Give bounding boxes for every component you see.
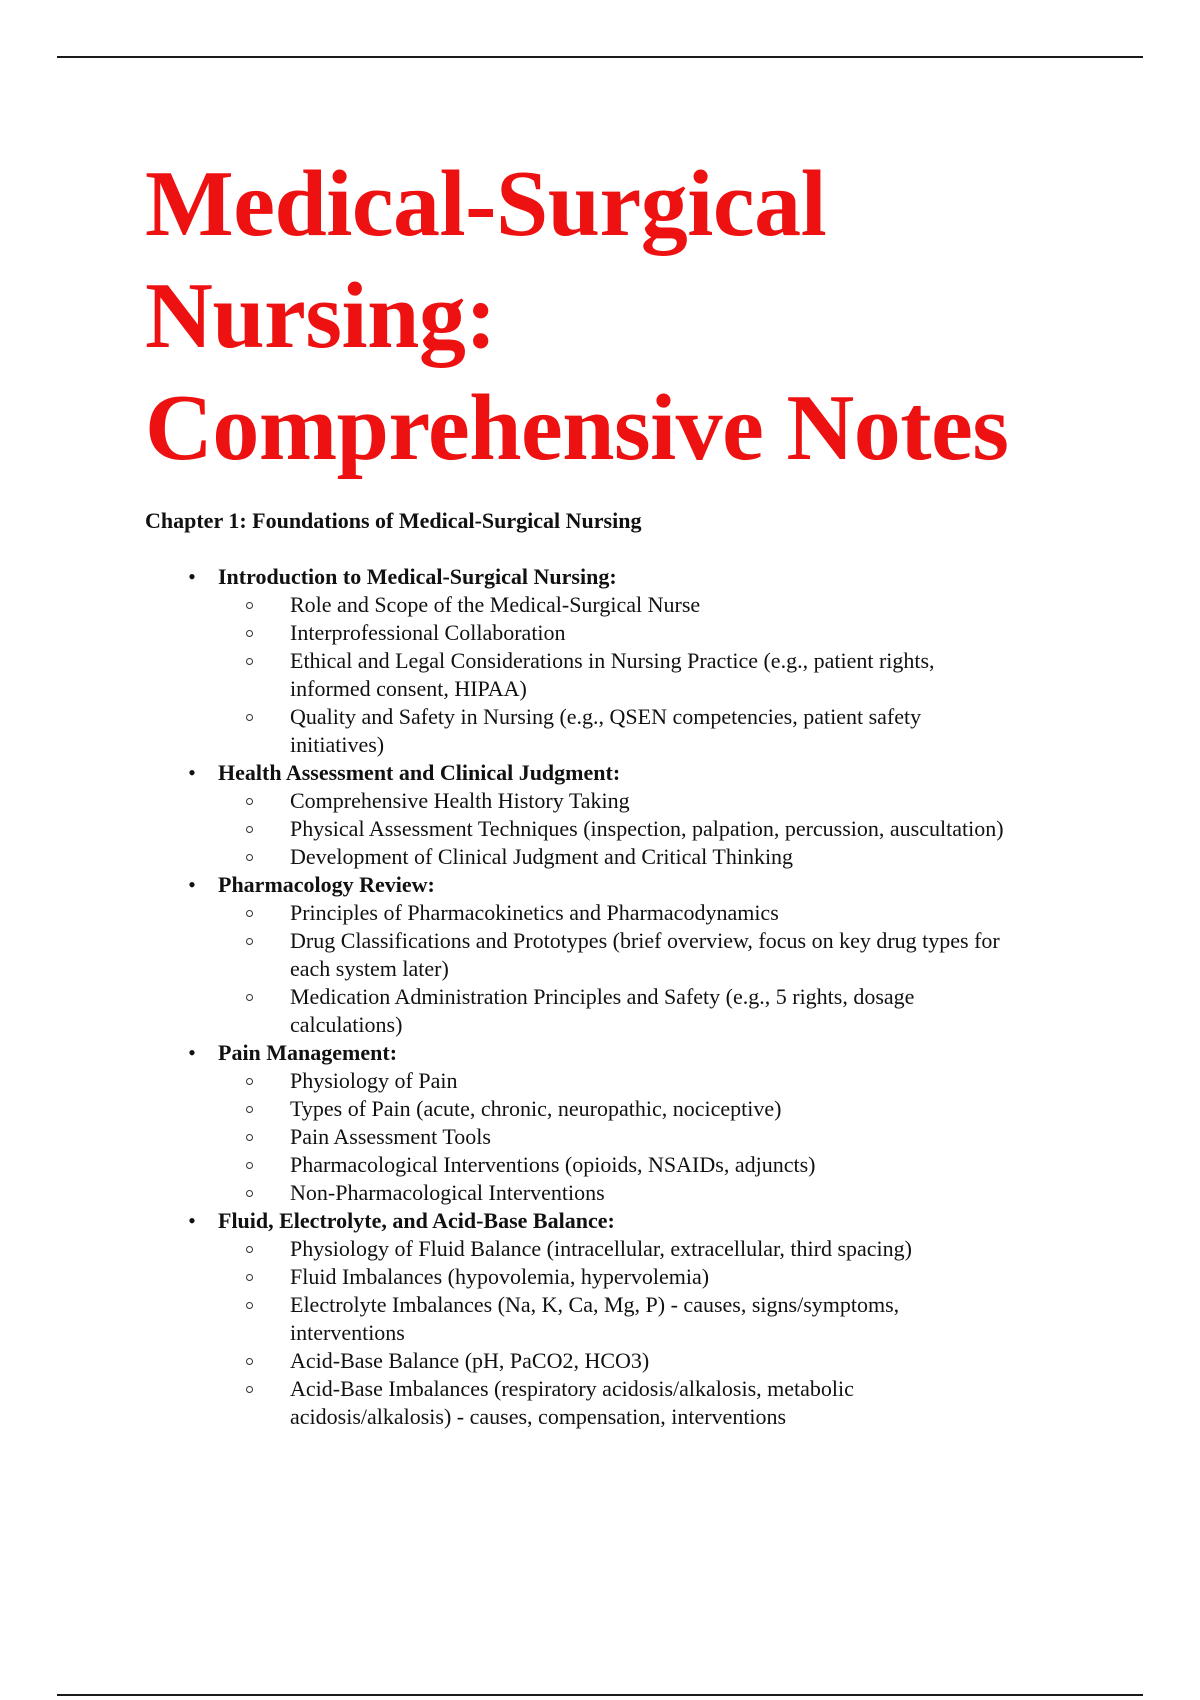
subtopic-text-line: Pharmacological Interventions (opioids, NSAIDs, adjuncts): [290, 1152, 816, 1177]
subtopic-text-line: Role and Scope of the Medical-Surgical Nurse: [290, 592, 701, 617]
topic-label: Pain Management:: [218, 1040, 398, 1065]
subtopic-text-line: interventions: [290, 1320, 405, 1345]
hollow-circle-bullet-icon: [246, 1162, 253, 1169]
subtopic-text-line: Physiology of Pain: [290, 1068, 458, 1093]
subtopic-item: [218, 927, 1105, 983]
subtopic-text-line: Physiology of Fluid Balance (intracellular, extracellular, third spacing): [290, 1236, 912, 1261]
hollow-circle-bullet-icon: [246, 1106, 253, 1113]
hollow-circle-bullet-icon: [246, 798, 253, 805]
subtopic-item: [218, 1067, 1105, 1095]
hollow-circle-bullet-icon: [246, 994, 253, 1001]
hollow-circle-bullet-icon: [246, 630, 253, 637]
subtopic-item: [218, 787, 1105, 815]
subtopic-list: [218, 1235, 1105, 1431]
title-line: Comprehensive Notes: [145, 376, 1009, 480]
subtopic-text-line: Interprofessional Collaboration: [290, 620, 566, 645]
topic-item: [145, 563, 1105, 759]
subtopic-text-line: Physical Assessment Techniques (inspection, palpation, percussion, auscultation): [290, 816, 1004, 841]
subtopic-list: [218, 899, 1105, 1039]
hollow-circle-bullet-icon: [246, 1386, 253, 1393]
title-line: Nursing:: [145, 264, 497, 368]
bullet-icon: •: [188, 872, 196, 897]
subtopic-text-line: Electrolyte Imbalances (Na, K, Ca, Mg, P) - causes, signs/symptoms,: [290, 1292, 900, 1317]
topic-outline: [145, 563, 1105, 1431]
hollow-circle-bullet-icon: [246, 602, 253, 609]
bullet-icon: •: [188, 1040, 196, 1065]
subtopic-text-line: Quality and Safety in Nursing (e.g., QSEN competencies, patient safety: [290, 704, 922, 729]
subtopic-text-line: initiatives): [290, 732, 385, 757]
subtopic-text-line: Principles of Pharmacokinetics and Pharmacodynamics: [290, 900, 779, 925]
hollow-circle-bullet-icon: [246, 1302, 253, 1309]
subtopic-item: [218, 983, 1105, 1039]
subtopic-item: [218, 1347, 1105, 1375]
document-title: [145, 148, 1145, 484]
topic-item: [145, 759, 1105, 871]
subtopic-text-line: informed consent, HIPAA): [290, 676, 527, 701]
subtopic-item: [218, 1291, 1105, 1347]
subtopic-text-line: calculations): [290, 1012, 403, 1037]
bullet-icon: •: [188, 564, 196, 589]
subtopic-text-line: Comprehensive Health History Taking: [290, 788, 630, 813]
hollow-circle-bullet-icon: [246, 658, 253, 665]
title-line: Medical-Surgical: [145, 152, 827, 256]
subtopic-item: [218, 1179, 1105, 1207]
subtopic-text-line: Development of Clinical Judgment and Critical Thinking: [290, 844, 794, 869]
subtopic-text-line: acidosis/alkalosis) - causes, compensation, interventions: [290, 1404, 787, 1429]
subtopic-text-line: Pain Assessment Tools: [290, 1124, 491, 1149]
topic-item: [145, 871, 1105, 1039]
subtopic-text-line: Non-Pharmacological Interventions: [290, 1180, 605, 1205]
subtopic-item: [218, 899, 1105, 927]
subtopic-list: [218, 787, 1105, 871]
hollow-circle-bullet-icon: [246, 1246, 253, 1253]
subtopic-text-line: Medication Administration Principles and Safety (e.g., 5 rights, dosage: [290, 984, 915, 1009]
hollow-circle-bullet-icon: [246, 1190, 253, 1197]
bullet-icon: •: [188, 1208, 196, 1233]
subtopic-text-line: Acid-Base Balance (pH, PaCO2, HCO3): [290, 1348, 650, 1373]
subtopic-item: [218, 1263, 1105, 1291]
bottom-rule: [57, 1694, 1143, 1696]
subtopic-item: [218, 815, 1105, 843]
hollow-circle-bullet-icon: [246, 854, 253, 861]
subtopic-text-line: each system later): [290, 956, 449, 981]
hollow-circle-bullet-icon: [246, 1134, 253, 1141]
hollow-circle-bullet-icon: [246, 714, 253, 721]
subtopic-item: [218, 647, 1105, 703]
subtopic-item: [218, 703, 1105, 759]
subtopic-list: [218, 591, 1105, 759]
topic-label: Health Assessment and Clinical Judgment:: [218, 760, 621, 785]
bullet-icon: •: [188, 760, 196, 785]
hollow-circle-bullet-icon: [246, 910, 253, 917]
subtopic-item: [218, 1375, 1105, 1431]
hollow-circle-bullet-icon: [246, 1274, 253, 1281]
subtopic-item: [218, 1095, 1105, 1123]
hollow-circle-bullet-icon: [246, 1358, 253, 1365]
subtopic-text-line: Ethical and Legal Considerations in Nursing Practice (e.g., patient rights,: [290, 648, 935, 673]
subtopic-text-line: Drug Classifications and Prototypes (brief overview, focus on key drug types for: [290, 928, 1000, 953]
topic-label: Fluid, Electrolyte, and Acid-Base Balance:: [218, 1208, 615, 1233]
subtopic-item: [218, 1151, 1105, 1179]
hollow-circle-bullet-icon: [246, 938, 253, 945]
topic-label: Introduction to Medical-Surgical Nursing:: [218, 564, 617, 589]
hollow-circle-bullet-icon: [246, 1078, 253, 1085]
subtopic-item: [218, 1235, 1105, 1263]
subtopic-text-line: Fluid Imbalances (hypovolemia, hypervolemia): [290, 1264, 710, 1289]
chapter-heading: Chapter 1: Foundations of Medical-Surgical Nursing: [145, 508, 642, 533]
subtopic-item: [218, 591, 1105, 619]
topic-label: Pharmacology Review:: [218, 872, 435, 897]
subtopic-list: [218, 1067, 1105, 1207]
subtopic-item: [218, 843, 1105, 871]
subtopic-item: [218, 619, 1105, 647]
topic-item: [145, 1207, 1105, 1431]
subtopic-item: [218, 1123, 1105, 1151]
subtopic-text-line: Types of Pain (acute, chronic, neuropathic, nociceptive): [290, 1096, 782, 1121]
top-rule: [57, 56, 1143, 58]
subtopic-text-line: Acid-Base Imbalances (respiratory acidosis/alkalosis, metabolic: [290, 1376, 854, 1401]
hollow-circle-bullet-icon: [246, 826, 253, 833]
topic-item: [145, 1039, 1105, 1207]
